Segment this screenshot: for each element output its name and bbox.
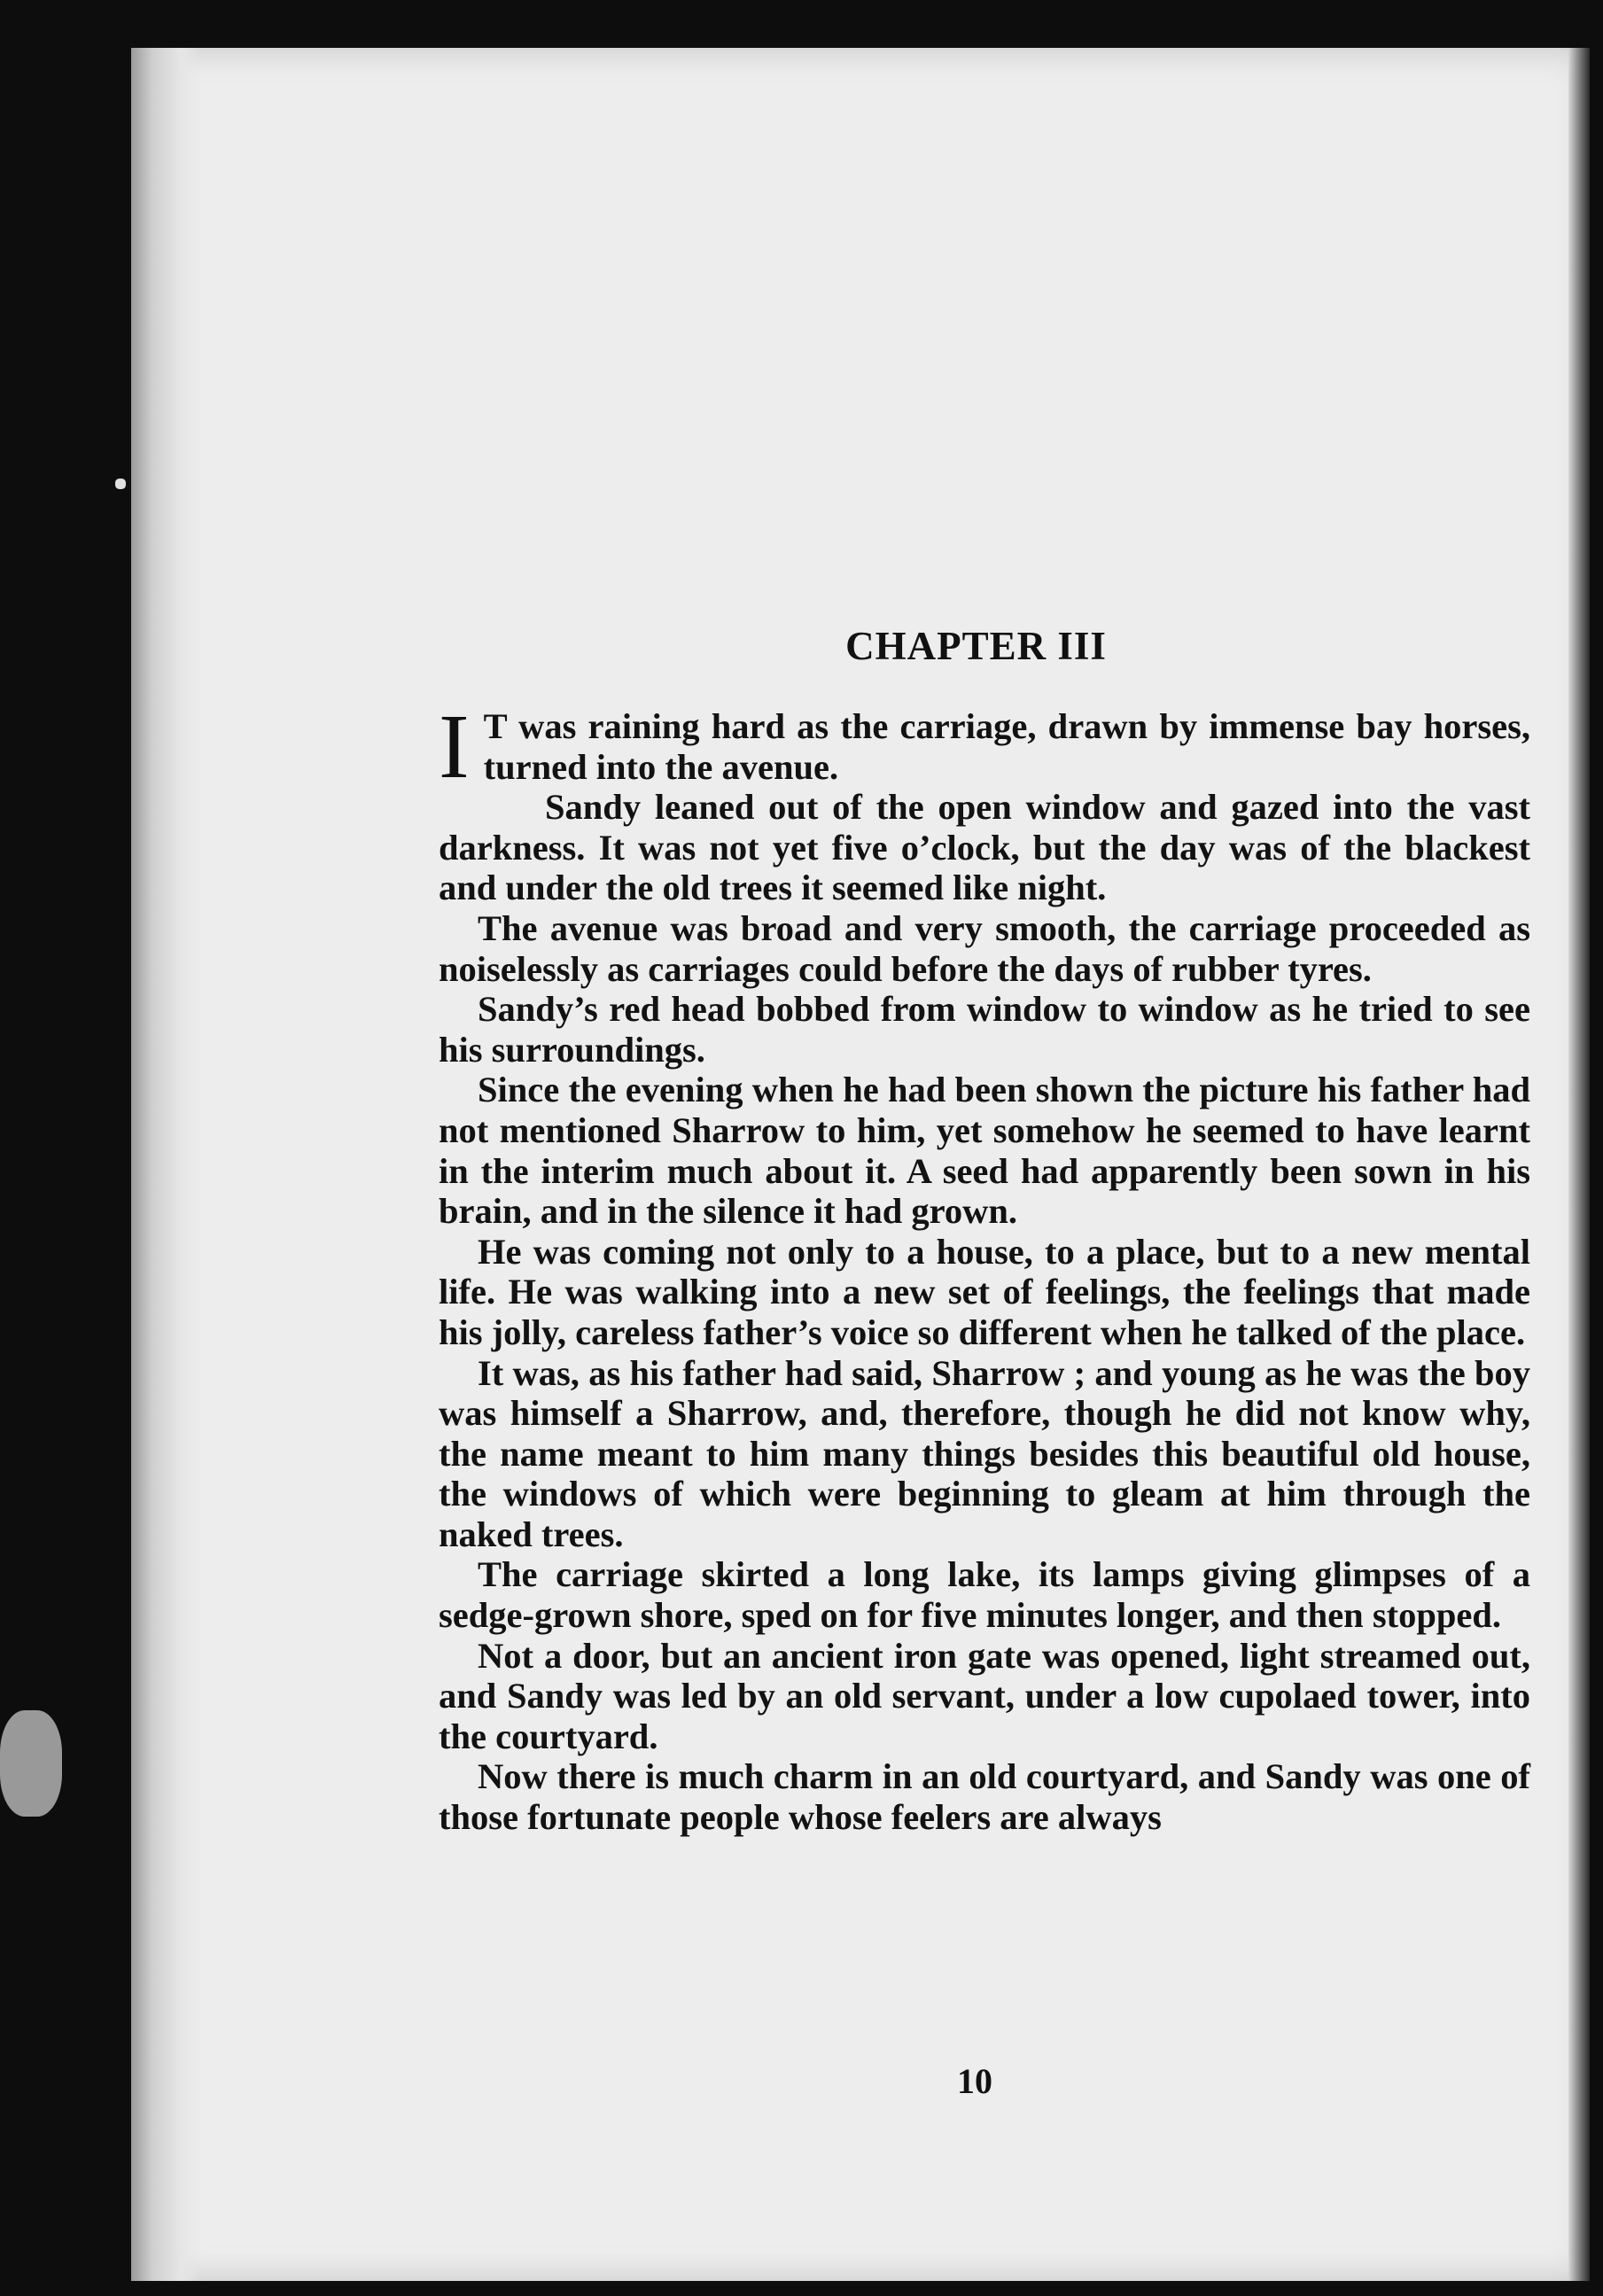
paragraph-text: T was raining hard as the carriage, drawn by immense bay horses, turned into the avenue. (483, 706, 1530, 787)
page-number: 10 (957, 2061, 992, 2101)
paragraph: The carriage skirted a long lake, its lamps giving glimpses of a sedge-grown shore, sped on for five minutes longer, and then stopped. (439, 1554, 1530, 1636)
chapter-title: CHAPTER III (845, 624, 1107, 668)
paragraph: It was, as his father had said, Sharrow ; and young as he was the boy was himself a Sharrow, and, therefore, though he did not know why, the name meant to him many things besides this beautiful old house, the windows of which were beginning to gleam at him through the naked trees. (439, 1352, 1530, 1554)
paragraph: He was coming not only to a house, to a place, but to a new mental life. He was walking into a new set of feelings, the feelings that made his jolly, careless father’s voice so different when he talked of the place. (439, 1231, 1530, 1352)
paragraph-opening (439, 696, 1530, 798)
paragraph: Sandy’s red head bobbed from window to window as he tried to see his surroundings. (439, 989, 1530, 1070)
scan-speck (115, 479, 126, 489)
paragraph: Since the evening when he had been shown the picture his father had not mentioned Sharrow to him, yet somehow he seemed to have learnt in the interim much about it. A seed had apparently been sown in his brain, and in the silence it had grown. (439, 1070, 1530, 1232)
paragraph: Sandy leaned out of the open window and gazed into the vast darkness. It was not yet five o’clock, but the day was of the blackest and under the old trees it seemed like night. (439, 787, 1530, 908)
page-right-edge (1568, 48, 1590, 2281)
page-gutter-shadow (131, 48, 202, 2281)
paragraph: Not a door, but an ancient iron gate was opened, light streamed out, and Sandy was led by an old servant, under a low cupolaed tower, into the courtyard. (439, 1635, 1530, 1756)
body-text (439, 696, 1530, 1838)
drop-cap: I (439, 696, 470, 798)
scan-speck (0, 1710, 62, 1817)
paragraph: Now there is much charm in an old courtyard, and Sandy was one of those fortunate people whose feelers are always (439, 1756, 1530, 1838)
paragraph: The avenue was broad and very smooth, the carriage proceeded as noiselessly as carriages could before the days of rubber tyres. (439, 907, 1530, 989)
